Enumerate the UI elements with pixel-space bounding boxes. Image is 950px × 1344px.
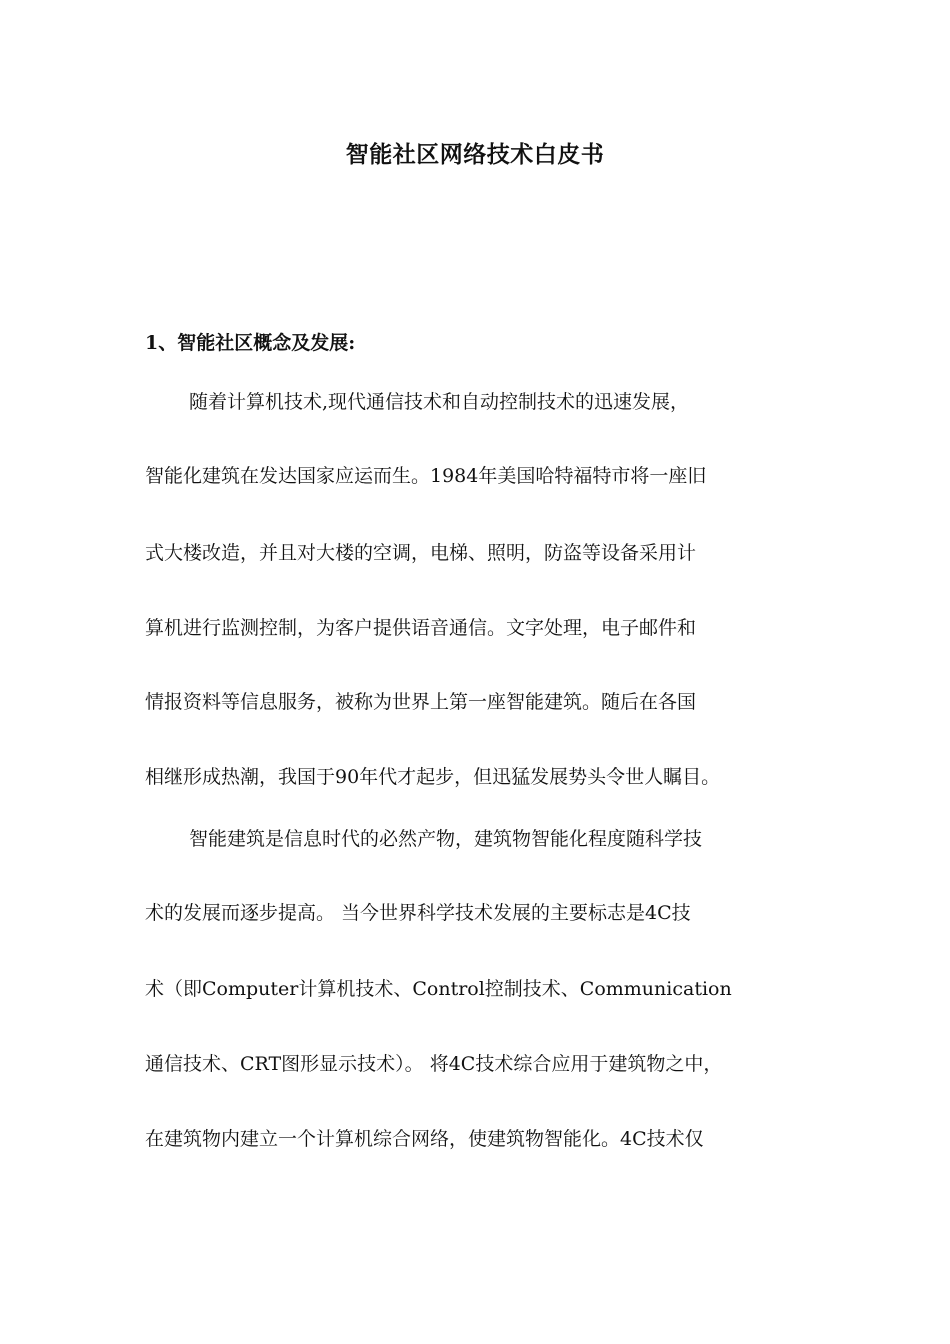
paragraph-line: 智能化建筑在发达国家应运而生。1984年美国哈特福特市将一座旧	[145, 465, 707, 487]
paragraph-line: 通信技术、CRT图形显示技术）。 将4C技术综合应用于建筑物之中，	[145, 1053, 723, 1075]
paragraph-line: 情报资料等信息服务，被称为世界上第一座智能建筑。随后在各国	[145, 691, 697, 713]
paragraph-line: 术的发展而逐步提高。 当今世界科学技术发展的主要标志是4C技	[145, 902, 691, 924]
document-title: 智能社区网络技术白皮书	[345, 141, 605, 168]
paragraph-line: 随着计算机技术,现代通信技术和自动控制技术的迅速发展，	[189, 391, 690, 413]
paragraph-line: 在建筑物内建立一个计算机综合网络，使建筑物智能化。4C技术仅	[145, 1128, 704, 1150]
paragraph-line: 算机进行监测控制，为客户提供语音通信。文字处理，电子邮件和	[145, 617, 697, 639]
section-heading: 1、智能社区概念及发展:	[145, 332, 356, 354]
paragraph-line: 式大楼改造，并且对大楼的空调，电梯、照明，防盗等设备采用计	[145, 542, 697, 564]
paragraph-line: 智能建筑是信息时代的必然产物，建筑物智能化程度随科学技	[189, 828, 703, 850]
paragraph-line: 术（即Computer计算机技术、Control控制技术、Communication	[145, 978, 732, 1000]
paragraph-line: 相继形成热潮，我国于90年代才起步，但迅猛发展势头令世人瞩目。	[145, 766, 721, 788]
